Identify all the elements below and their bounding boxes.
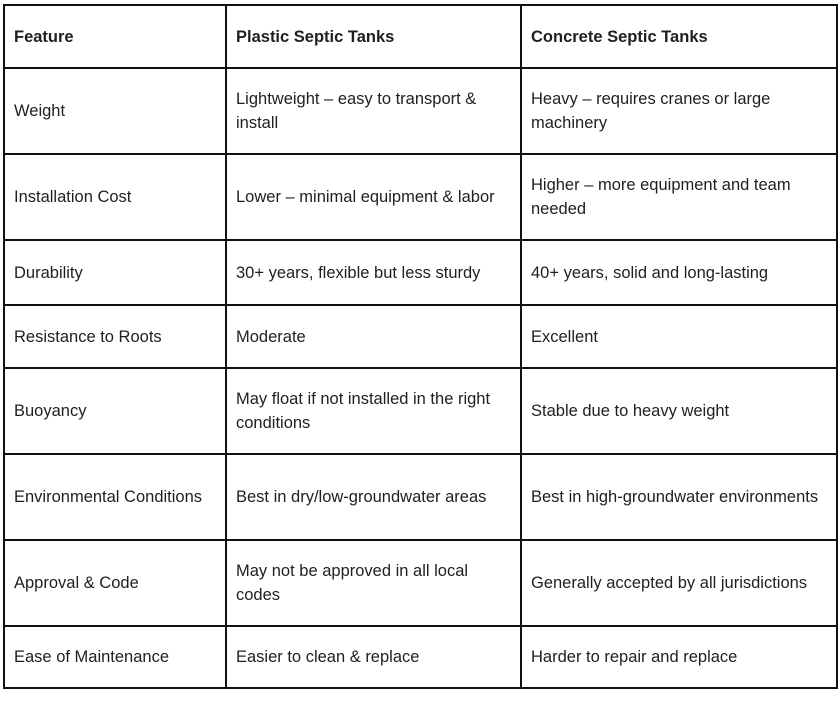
plastic-cell: Lower – minimal equipment & labor bbox=[226, 154, 521, 240]
feature-cell: Ease of Maintenance bbox=[4, 626, 226, 688]
feature-cell: Resistance to Roots bbox=[4, 305, 226, 368]
concrete-cell: 40+ years, solid and long-lasting bbox=[521, 240, 837, 305]
table-row bbox=[4, 626, 837, 688]
feature-cell: Weight bbox=[4, 68, 226, 154]
header-feature: Feature bbox=[4, 5, 226, 68]
concrete-cell: Best in high-groundwater environments bbox=[521, 454, 837, 540]
table-row bbox=[4, 240, 837, 305]
feature-cell: Approval & Code bbox=[4, 540, 226, 626]
feature-cell: Installation Cost bbox=[4, 154, 226, 240]
table-row bbox=[4, 68, 837, 154]
plastic-cell: Best in dry/low-groundwater areas bbox=[226, 454, 521, 540]
feature-cell: Buoyancy bbox=[4, 368, 226, 454]
concrete-cell: Harder to repair and replace bbox=[521, 626, 837, 688]
concrete-cell: Stable due to heavy weight bbox=[521, 368, 837, 454]
plastic-cell: 30+ years, flexible but less sturdy bbox=[226, 240, 521, 305]
plastic-cell: Lightweight – easy to transport & install bbox=[226, 68, 521, 154]
table-row bbox=[4, 368, 837, 454]
header-concrete: Concrete Septic Tanks bbox=[521, 5, 837, 68]
table-row bbox=[4, 540, 837, 626]
plastic-cell: May not be approved in all local codes bbox=[226, 540, 521, 626]
plastic-cell: Easier to clean & replace bbox=[226, 626, 521, 688]
table-row bbox=[4, 305, 837, 368]
table-row bbox=[4, 454, 837, 540]
concrete-cell: Higher – more equipment and team needed bbox=[521, 154, 837, 240]
table-row bbox=[4, 154, 837, 240]
plastic-cell: Moderate bbox=[226, 305, 521, 368]
comparison-table bbox=[3, 4, 838, 689]
plastic-cell: May float if not installed in the right conditions bbox=[226, 368, 521, 454]
concrete-cell: Heavy – requires cranes or large machinery bbox=[521, 68, 837, 154]
feature-cell: Environmental Conditions bbox=[4, 454, 226, 540]
concrete-cell: Generally accepted by all jurisdictions bbox=[521, 540, 837, 626]
header-plastic: Plastic Septic Tanks bbox=[226, 5, 521, 68]
feature-cell: Durability bbox=[4, 240, 226, 305]
header-row bbox=[4, 5, 837, 68]
concrete-cell: Excellent bbox=[521, 305, 837, 368]
